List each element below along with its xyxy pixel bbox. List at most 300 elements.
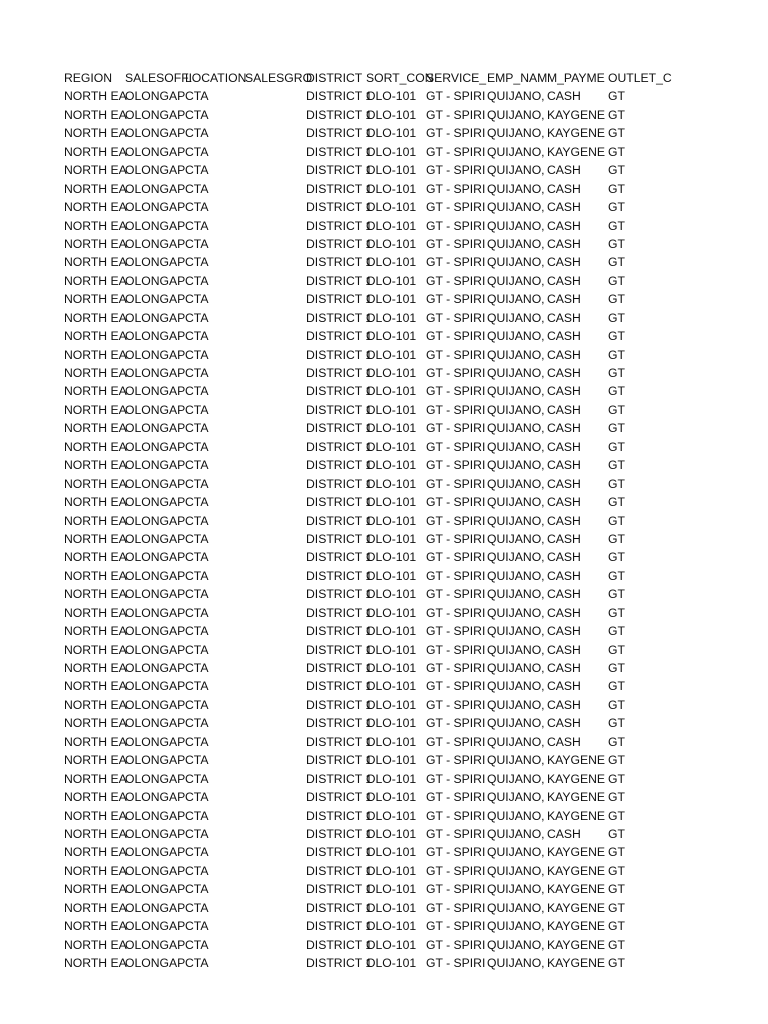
table-cell: NORTH EA	[64, 531, 127, 546]
table-cell: CTA	[185, 107, 209, 122]
table-cell: GT - SPIRI	[426, 845, 486, 860]
table-cell: CTA	[185, 531, 209, 546]
table-cell: KAYGENE	[547, 919, 606, 934]
table-cell: OLONGAP	[125, 107, 186, 122]
table-cell: CTA	[185, 347, 209, 362]
table-cell: NORTH EA	[64, 900, 127, 915]
table-cell: OLO-101	[366, 531, 417, 546]
table-cell: QUIJANO,	[487, 661, 545, 675]
table-cell: OLO-101	[366, 126, 417, 141]
table-cell: NORTH EA	[64, 163, 127, 178]
table-cell: QUIJANO,	[487, 476, 545, 491]
table-cell: NORTH EA	[64, 439, 127, 454]
table-cell: CTA	[185, 458, 209, 473]
table-cell: KAYGENE	[547, 753, 606, 768]
header-cell: SALESOFFI	[125, 71, 193, 85]
table-cell: CASH	[547, 513, 581, 528]
table-cell: OLONGAP	[125, 790, 186, 805]
table-cell: OLONGAP	[125, 476, 186, 491]
table-cell: NORTH EA	[64, 697, 127, 712]
table-cell: DISTRICT 1	[306, 790, 373, 805]
table-cell: GT	[608, 310, 625, 325]
table-cell: CTA	[185, 642, 209, 657]
table-cell: CTA	[185, 292, 209, 307]
table-cell: GT - SPIRI	[426, 882, 486, 897]
table-cell: CTA	[185, 218, 209, 233]
table-cell: QUIJANO,	[487, 366, 545, 380]
table-cell: QUIJANO,	[487, 605, 545, 620]
table-cell: QUIJANO,	[487, 402, 545, 417]
table-cell: GT	[608, 808, 625, 823]
table-cell: GT - SPIRI	[426, 550, 486, 565]
table-cell: CASH	[547, 310, 581, 325]
table-cell: OLONGAP	[125, 624, 186, 639]
table-cell: KAYGENE	[547, 956, 606, 970]
table-cell: NORTH EA	[64, 236, 127, 251]
table-cell: OLO-101	[366, 753, 417, 768]
table-cell: OLO-101	[366, 863, 417, 878]
table-cell: CTA	[185, 273, 209, 288]
table-cell: OLONGAP	[125, 292, 186, 307]
table-cell: OLO-101	[366, 734, 417, 749]
table-cell: GT - SPIRI	[426, 642, 486, 657]
table-cell: KAYGENE	[547, 882, 606, 897]
table-cell: GT - SPIRI	[426, 531, 486, 546]
table-cell: GT	[608, 163, 625, 178]
table-cell: OLO-101	[366, 181, 417, 196]
table-cell: GT - SPIRI	[426, 919, 486, 934]
table-cell: DISTRICT 1	[306, 716, 373, 731]
table-cell: GT	[608, 292, 625, 307]
table-cell: KAYGENE	[547, 771, 606, 786]
table-cell: KAYGENE	[547, 107, 606, 122]
table-cell: OLONGAP	[125, 89, 186, 104]
table-cell: QUIJANO,	[487, 734, 545, 749]
table-cell: NORTH EA	[64, 181, 127, 196]
table-cell: OLO-101	[366, 402, 417, 417]
table-cell: DISTRICT 1	[306, 218, 373, 233]
table-cell: QUIJANO,	[487, 642, 545, 657]
table-cell: GT	[608, 347, 625, 362]
table-cell: OLO-101	[366, 808, 417, 823]
header-cell: SERVICE_	[426, 71, 487, 85]
table-cell: GT - SPIRI	[426, 458, 486, 473]
table-cell: CTA	[185, 587, 209, 602]
table-cell: DISTRICT 1	[306, 845, 373, 860]
table-cell: DISTRICT 1	[306, 679, 373, 694]
table-cell: DISTRICT 1	[306, 882, 373, 897]
table-cell: OLONGAP	[125, 421, 186, 436]
table-cell: CTA	[185, 697, 209, 712]
table-cell: NORTH EA	[64, 144, 127, 159]
table-cell: GT	[608, 937, 625, 952]
table-cell: NORTH EA	[64, 753, 127, 768]
table-cell: OLO-101	[366, 513, 417, 528]
header-cell: EMP_NAM	[487, 71, 548, 85]
table-cell: GT	[608, 89, 625, 104]
table-cell: DISTRICT 1	[306, 863, 373, 878]
table-cell: OLO-101	[366, 937, 417, 952]
table-cell: QUIJANO,	[487, 679, 545, 694]
table-cell: GT	[608, 845, 625, 860]
table-cell: GT - SPIRI	[426, 329, 486, 344]
table-cell: CTA	[185, 310, 209, 325]
table-cell: CTA	[185, 734, 209, 749]
table-cell: OLO-101	[366, 89, 417, 104]
table-cell: CASH	[547, 384, 581, 399]
table-cell: NORTH EA	[64, 661, 127, 675]
table-cell: OLONGAP	[125, 236, 186, 251]
table-cell: OLONGAP	[125, 402, 186, 417]
table-cell: DISTRICT 1	[306, 919, 373, 934]
table-cell: CTA	[185, 568, 209, 583]
table-cell: CTA	[185, 605, 209, 620]
table-cell: NORTH EA	[64, 679, 127, 694]
table-cell: OLONGAP	[125, 255, 186, 270]
header-cell: OUTLET_C	[608, 71, 672, 85]
table-cell: OLO-101	[366, 790, 417, 805]
table-cell: CASH	[547, 605, 581, 620]
table-cell: OLONGAP	[125, 937, 186, 952]
table-cell: NORTH EA	[64, 790, 127, 805]
table-cell: QUIJANO,	[487, 790, 545, 805]
table-cell: QUIJANO,	[487, 107, 545, 122]
table-cell: NORTH EA	[64, 863, 127, 878]
table-cell: CTA	[185, 679, 209, 694]
table-cell: KAYGENE	[547, 863, 606, 878]
table-cell: GT	[608, 550, 625, 565]
table-cell: OLO-101	[366, 347, 417, 362]
table-cell: OLO-101	[366, 218, 417, 233]
table-cell: NORTH EA	[64, 476, 127, 491]
table-cell: GT - SPIRI	[426, 402, 486, 417]
table-cell: GT - SPIRI	[426, 624, 486, 639]
table-cell: CTA	[185, 255, 209, 270]
table-cell: GT	[608, 107, 625, 122]
table-cell: CTA	[185, 771, 209, 786]
table-cell: CTA	[185, 200, 209, 215]
table-cell: OLO-101	[366, 845, 417, 860]
table-cell: OLONGAP	[125, 863, 186, 878]
table-cell: OLONGAP	[125, 439, 186, 454]
table-cell: GT - SPIRI	[426, 753, 486, 768]
table-cell: QUIJANO,	[487, 550, 545, 565]
table-cell: QUIJANO,	[487, 200, 545, 215]
table-cell: OLO-101	[366, 679, 417, 694]
table-cell: GT - SPIRI	[426, 937, 486, 952]
table-cell: CTA	[185, 144, 209, 159]
table-cell: OLONGAP	[125, 144, 186, 159]
table-cell: QUIJANO,	[487, 236, 545, 251]
table-cell: CASH	[547, 347, 581, 362]
table-cell: OLO-101	[366, 919, 417, 934]
table-cell: CTA	[185, 181, 209, 196]
table-cell: NORTH EA	[64, 384, 127, 399]
table-cell: GT	[608, 236, 625, 251]
table-cell: NORTH EA	[64, 919, 127, 934]
header-cell: M_PAYME	[547, 71, 605, 85]
table-cell: DISTRICT 1	[306, 753, 373, 768]
table-cell: OLONGAP	[125, 826, 186, 841]
table-cell: OLO-101	[366, 163, 417, 178]
table-cell: GT - SPIRI	[426, 900, 486, 915]
table-cell: OLO-101	[366, 642, 417, 657]
table-cell: DISTRICT 1	[306, 587, 373, 602]
table-cell: GT	[608, 439, 625, 454]
table-cell: QUIJANO,	[487, 273, 545, 288]
table-cell: CASH	[547, 163, 581, 178]
table-cell: GT	[608, 587, 625, 602]
table-cell: CASH	[547, 495, 581, 510]
table-cell: CTA	[185, 236, 209, 251]
table-cell: GT	[608, 421, 625, 436]
table-cell: GT - SPIRI	[426, 495, 486, 510]
table-cell: GT	[608, 476, 625, 491]
table-cell: DISTRICT 1	[306, 236, 373, 251]
table-cell: OLONGAP	[125, 697, 186, 712]
table-cell: CTA	[185, 863, 209, 878]
table-cell: CTA	[185, 826, 209, 841]
table-cell: NORTH EA	[64, 513, 127, 528]
table-cell: GT	[608, 956, 625, 970]
table-cell: KAYGENE	[547, 790, 606, 805]
table-cell: CASH	[547, 826, 581, 841]
table-cell: OLONGAP	[125, 568, 186, 583]
table-cell: OLO-101	[366, 107, 417, 122]
table-cell: GT	[608, 513, 625, 528]
table-cell: OLO-101	[366, 568, 417, 583]
table-cell: DISTRICT 1	[306, 439, 373, 454]
table-cell: QUIJANO,	[487, 845, 545, 860]
table-cell: CTA	[185, 900, 209, 915]
table-cell: GT - SPIRI	[426, 181, 486, 196]
table-cell: OLO-101	[366, 292, 417, 307]
table-cell: QUIJANO,	[487, 292, 545, 307]
table-cell: GT	[608, 495, 625, 510]
table-cell: CASH	[547, 679, 581, 694]
table-cell: DISTRICT 1	[306, 144, 373, 159]
table-cell: CTA	[185, 919, 209, 934]
table-cell: CASH	[547, 273, 581, 288]
table-cell: OLO-101	[366, 697, 417, 712]
table-cell: GT	[608, 826, 625, 841]
table-cell: QUIJANO,	[487, 181, 545, 196]
table-cell: QUIJANO,	[487, 384, 545, 399]
table-cell: DISTRICT 1	[306, 531, 373, 546]
table-cell: CASH	[547, 661, 581, 675]
table-cell: GT - SPIRI	[426, 513, 486, 528]
table-cell: GT - SPIRI	[426, 790, 486, 805]
table-cell: NORTH EA	[64, 366, 127, 380]
table-cell: DISTRICT 1	[306, 402, 373, 417]
table-cell: GT	[608, 697, 625, 712]
table-cell: CTA	[185, 550, 209, 565]
table-cell: CTA	[185, 402, 209, 417]
table-cell: CTA	[185, 956, 209, 970]
table-cell: CASH	[547, 439, 581, 454]
table-cell: NORTH EA	[64, 495, 127, 510]
table-cell: CASH	[547, 218, 581, 233]
table-cell: OLONGAP	[125, 845, 186, 860]
table-cell: CASH	[547, 236, 581, 251]
table-cell: DISTRICT 1	[306, 605, 373, 620]
table-cell: GT	[608, 716, 625, 731]
table-cell: GT	[608, 919, 625, 934]
table-cell: NORTH EA	[64, 273, 127, 288]
table-cell: QUIJANO,	[487, 531, 545, 546]
table-cell: OLONGAP	[125, 458, 186, 473]
table-cell: OLO-101	[366, 495, 417, 510]
table-cell: CASH	[547, 734, 581, 749]
table-cell: NORTH EA	[64, 956, 127, 970]
table-cell: QUIJANO,	[487, 863, 545, 878]
table-cell: DISTRICT 1	[306, 568, 373, 583]
table-cell: QUIJANO,	[487, 513, 545, 528]
table-cell: DISTRICT 1	[306, 734, 373, 749]
table-cell: NORTH EA	[64, 605, 127, 620]
table-cell: NORTH EA	[64, 587, 127, 602]
table-cell: CTA	[185, 126, 209, 141]
table-cell: OLO-101	[366, 236, 417, 251]
table-cell: GT	[608, 568, 625, 583]
table-cell: CTA	[185, 661, 209, 675]
table-cell: OLONGAP	[125, 808, 186, 823]
table-cell: QUIJANO,	[487, 882, 545, 897]
table-cell: OLO-101	[366, 587, 417, 602]
table-cell: GT	[608, 384, 625, 399]
table-cell: CASH	[547, 89, 581, 104]
table-cell: NORTH EA	[64, 624, 127, 639]
table-cell: NORTH EA	[64, 421, 127, 436]
table-cell: QUIJANO,	[487, 937, 545, 952]
table-cell: OLONGAP	[125, 734, 186, 749]
table-cell: DISTRICT 1	[306, 366, 373, 380]
table-cell: OLO-101	[366, 384, 417, 399]
table-cell: GT	[608, 200, 625, 215]
table-cell: NORTH EA	[64, 89, 127, 104]
table-cell: CTA	[185, 476, 209, 491]
table-cell: DISTRICT 1	[306, 292, 373, 307]
table-cell: GT - SPIRI	[426, 126, 486, 141]
table-cell: QUIJANO,	[487, 697, 545, 712]
table-cell: OLONGAP	[125, 218, 186, 233]
table-cell: CTA	[185, 808, 209, 823]
table-cell: NORTH EA	[64, 218, 127, 233]
table-cell: CASH	[547, 181, 581, 196]
table-cell: GT - SPIRI	[426, 716, 486, 731]
table-cell: DISTRICT 1	[306, 900, 373, 915]
table-cell: OLO-101	[366, 329, 417, 344]
table-cell: DISTRICT 1	[306, 826, 373, 841]
table-cell: DISTRICT 1	[306, 421, 373, 436]
table-cell: GT - SPIRI	[426, 292, 486, 307]
table-cell: GT	[608, 753, 625, 768]
table-cell: CTA	[185, 329, 209, 344]
table-cell: OLO-101	[366, 476, 417, 491]
table-cell: CASH	[547, 329, 581, 344]
table-cell: NORTH EA	[64, 826, 127, 841]
header-cell: DISTRICT	[306, 71, 363, 85]
header-cell: SALESGRO	[245, 71, 313, 85]
table-cell: DISTRICT 1	[306, 329, 373, 344]
table-cell: OLO-101	[366, 624, 417, 639]
table-cell: CTA	[185, 513, 209, 528]
table-cell: QUIJANO,	[487, 126, 545, 141]
table-cell: CASH	[547, 550, 581, 565]
table-cell: OLO-101	[366, 200, 417, 215]
table-cell: OLONGAP	[125, 716, 186, 731]
table-cell: GT - SPIRI	[426, 310, 486, 325]
table-cell: QUIJANO,	[487, 89, 545, 104]
table-cell: OLO-101	[366, 716, 417, 731]
table-cell: OLONGAP	[125, 329, 186, 344]
table-cell: GT - SPIRI	[426, 273, 486, 288]
table-cell: DISTRICT 1	[306, 458, 373, 473]
table-cell: GT - SPIRI	[426, 808, 486, 823]
table-cell: OLONGAP	[125, 661, 186, 675]
table-cell: KAYGENE	[547, 144, 606, 159]
table-cell: QUIJANO,	[487, 495, 545, 510]
table-cell: OLONGAP	[125, 366, 186, 380]
table-cell: NORTH EA	[64, 347, 127, 362]
table-cell: OLONGAP	[125, 956, 186, 970]
table-cell: OLONGAP	[125, 550, 186, 565]
table-cell: CTA	[185, 882, 209, 897]
table-cell: QUIJANO,	[487, 568, 545, 583]
table-cell: CTA	[185, 937, 209, 952]
table-cell: GT - SPIRI	[426, 826, 486, 841]
table-cell: NORTH EA	[64, 734, 127, 749]
table-cell: GT	[608, 771, 625, 786]
table-cell: QUIJANO,	[487, 587, 545, 602]
table-cell: CTA	[185, 790, 209, 805]
table-cell: KAYGENE	[547, 808, 606, 823]
table-cell: OLONGAP	[125, 882, 186, 897]
table-cell: DISTRICT 1	[306, 661, 373, 675]
table-cell: GT - SPIRI	[426, 236, 486, 251]
table-cell: NORTH EA	[64, 107, 127, 122]
table-cell: CTA	[185, 384, 209, 399]
table-cell: GT - SPIRI	[426, 439, 486, 454]
table-cell: NORTH EA	[64, 937, 127, 952]
table-cell: OLO-101	[366, 956, 417, 970]
table-cell: GT	[608, 605, 625, 620]
table-cell: GT - SPIRI	[426, 107, 486, 122]
table-cell: QUIJANO,	[487, 919, 545, 934]
table-cell: NORTH EA	[64, 255, 127, 270]
table-cell: CASH	[547, 402, 581, 417]
table-cell: OLO-101	[366, 771, 417, 786]
table-cell: KAYGENE	[547, 845, 606, 860]
table-cell: OLO-101	[366, 421, 417, 436]
table-cell: OLO-101	[366, 826, 417, 841]
table-cell: OLO-101	[366, 605, 417, 620]
table-cell: NORTH EA	[64, 402, 127, 417]
table-cell: NORTH EA	[64, 329, 127, 344]
table-cell: GT - SPIRI	[426, 476, 486, 491]
table-cell: QUIJANO,	[487, 439, 545, 454]
table-cell: NORTH EA	[64, 642, 127, 657]
table-cell: CASH	[547, 531, 581, 546]
table-cell: DISTRICT 1	[306, 200, 373, 215]
table-cell: OLONGAP	[125, 587, 186, 602]
table-cell: GT	[608, 790, 625, 805]
table-cell: GT - SPIRI	[426, 218, 486, 233]
table-cell: DISTRICT 1	[306, 937, 373, 952]
table-cell: QUIJANO,	[487, 421, 545, 436]
table-cell: GT - SPIRI	[426, 200, 486, 215]
table-cell: OLO-101	[366, 439, 417, 454]
